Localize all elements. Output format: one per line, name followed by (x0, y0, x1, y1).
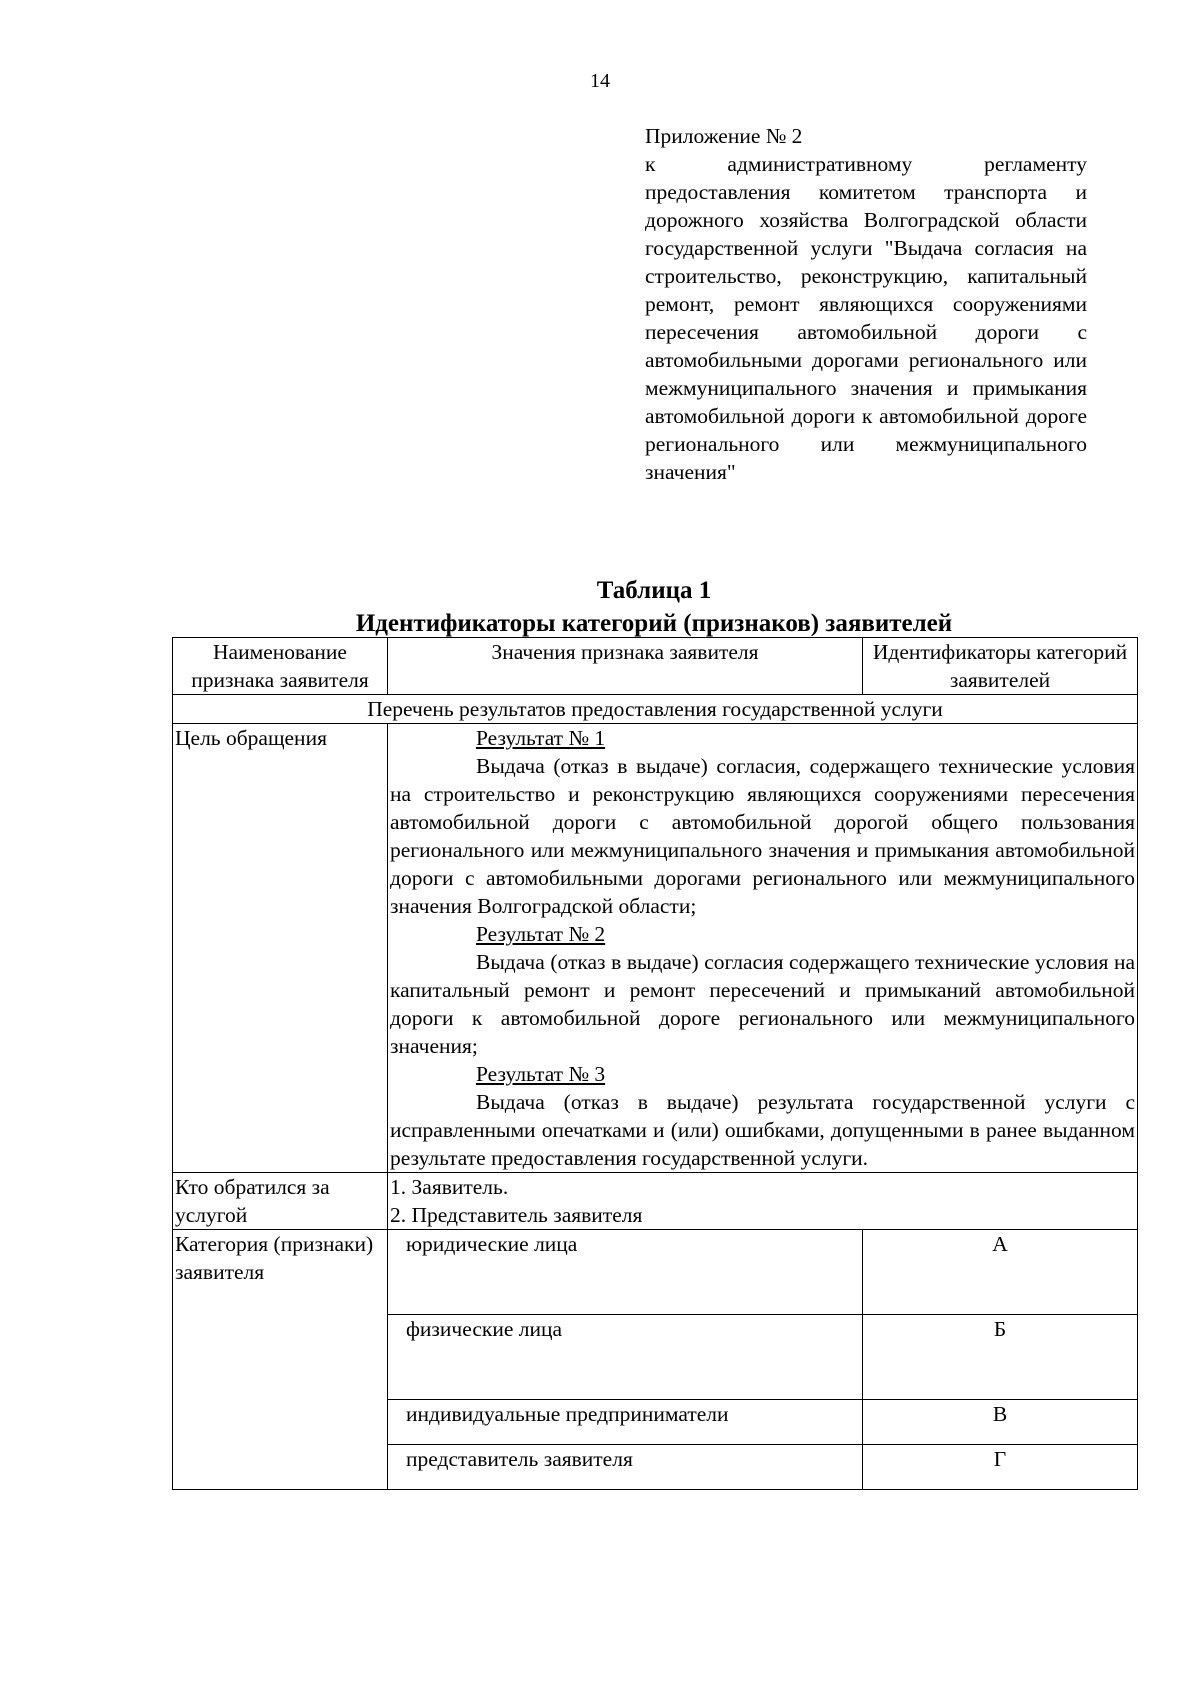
result-text: Выдача (отказ в выдаче) результата государственной услуги с исправленными опечатками и (или) ошибками, допущенными в ранее выданном результате предоставления государственной услуги. (390, 1090, 1135, 1170)
result-label: Результат № 3 (476, 1062, 606, 1086)
page-number: 14 (590, 70, 610, 92)
section-row (173, 695, 1138, 724)
appendix-title: Приложение № 2 (645, 124, 803, 148)
table-row (173, 1173, 1138, 1230)
header-cell: Идентификаторы категорий заявителей (863, 638, 1138, 695)
category-code: А (863, 1230, 1138, 1315)
table-row (173, 1230, 1138, 1315)
appendix-body: к административному регламенту предоставления комитетом транспорта и дорожного хозяйства Волгоградской области государственной услуги "Выдача согласия на строительство, реконструкцию, капитальный ремонт, ремонт являющихся сооружениями пересечения автомобильной дороги с автомобильными дорогами регионального или межмуниципального значения и примыкания автомобильной дороги к автомобильной дороге регионального или межмуниципального значения" (645, 152, 1087, 484)
result-label: Результат № 1 (476, 726, 606, 750)
category-code: В (863, 1400, 1138, 1445)
table-title: Идентификаторы категорий (признаков) заявителей (355, 610, 953, 637)
section-title: Перечень результатов предоставления государственной услуги (173, 695, 1138, 724)
category-code: Б (863, 1315, 1138, 1400)
table-row (173, 724, 1138, 1173)
category-code: Г (863, 1445, 1138, 1490)
purpose-label: Цель обращения (173, 724, 388, 1173)
purpose-results (388, 724, 1138, 1173)
category-name: физические лица (388, 1315, 863, 1400)
table-header-row (173, 638, 1138, 695)
result-text: Выдача (отказ в выдаче) согласия, содержащего технические условия на строительство и реконструкцию являющихся сооружениями пересечения автомобильной дороги с автомобильной дорогой общего пользования регионального или межмуниципального значения и примыкания автомобильной дороги с автомобильными дорогами регионального или межмуниципального значения Волгоградской области; (390, 754, 1135, 918)
category-label: Категория (признаки) заявителя (173, 1230, 388, 1490)
who-applied-item: 1. Заявитель. (390, 1175, 509, 1199)
table-number: Таблица 1 (596, 577, 712, 604)
category-name: индивидуальные предприниматели (388, 1400, 863, 1445)
who-applied-label: Кто обратился за услугой (173, 1173, 388, 1230)
header-cell: Наименование признака заявителя (173, 638, 388, 695)
category-name: юридические лица (388, 1230, 863, 1315)
category-name: представитель заявителя (388, 1445, 863, 1490)
table-caption (170, 574, 1138, 640)
who-applied-values (388, 1173, 1138, 1230)
header-cell: Значения признака заявителя (388, 638, 863, 695)
result-label: Результат № 2 (476, 922, 606, 946)
result-text: Выдача (отказ в выдаче) согласия содержащего технические условия на капитальный ремонт и ремонт пересечений и примыканий автомобильной дороги к автомобильной дороге регионального или межмуниципального значения; (390, 950, 1135, 1058)
appendix-block (645, 122, 1087, 486)
identifiers-table (172, 637, 1138, 1490)
who-applied-item: 2. Представитель заявителя (390, 1203, 643, 1227)
